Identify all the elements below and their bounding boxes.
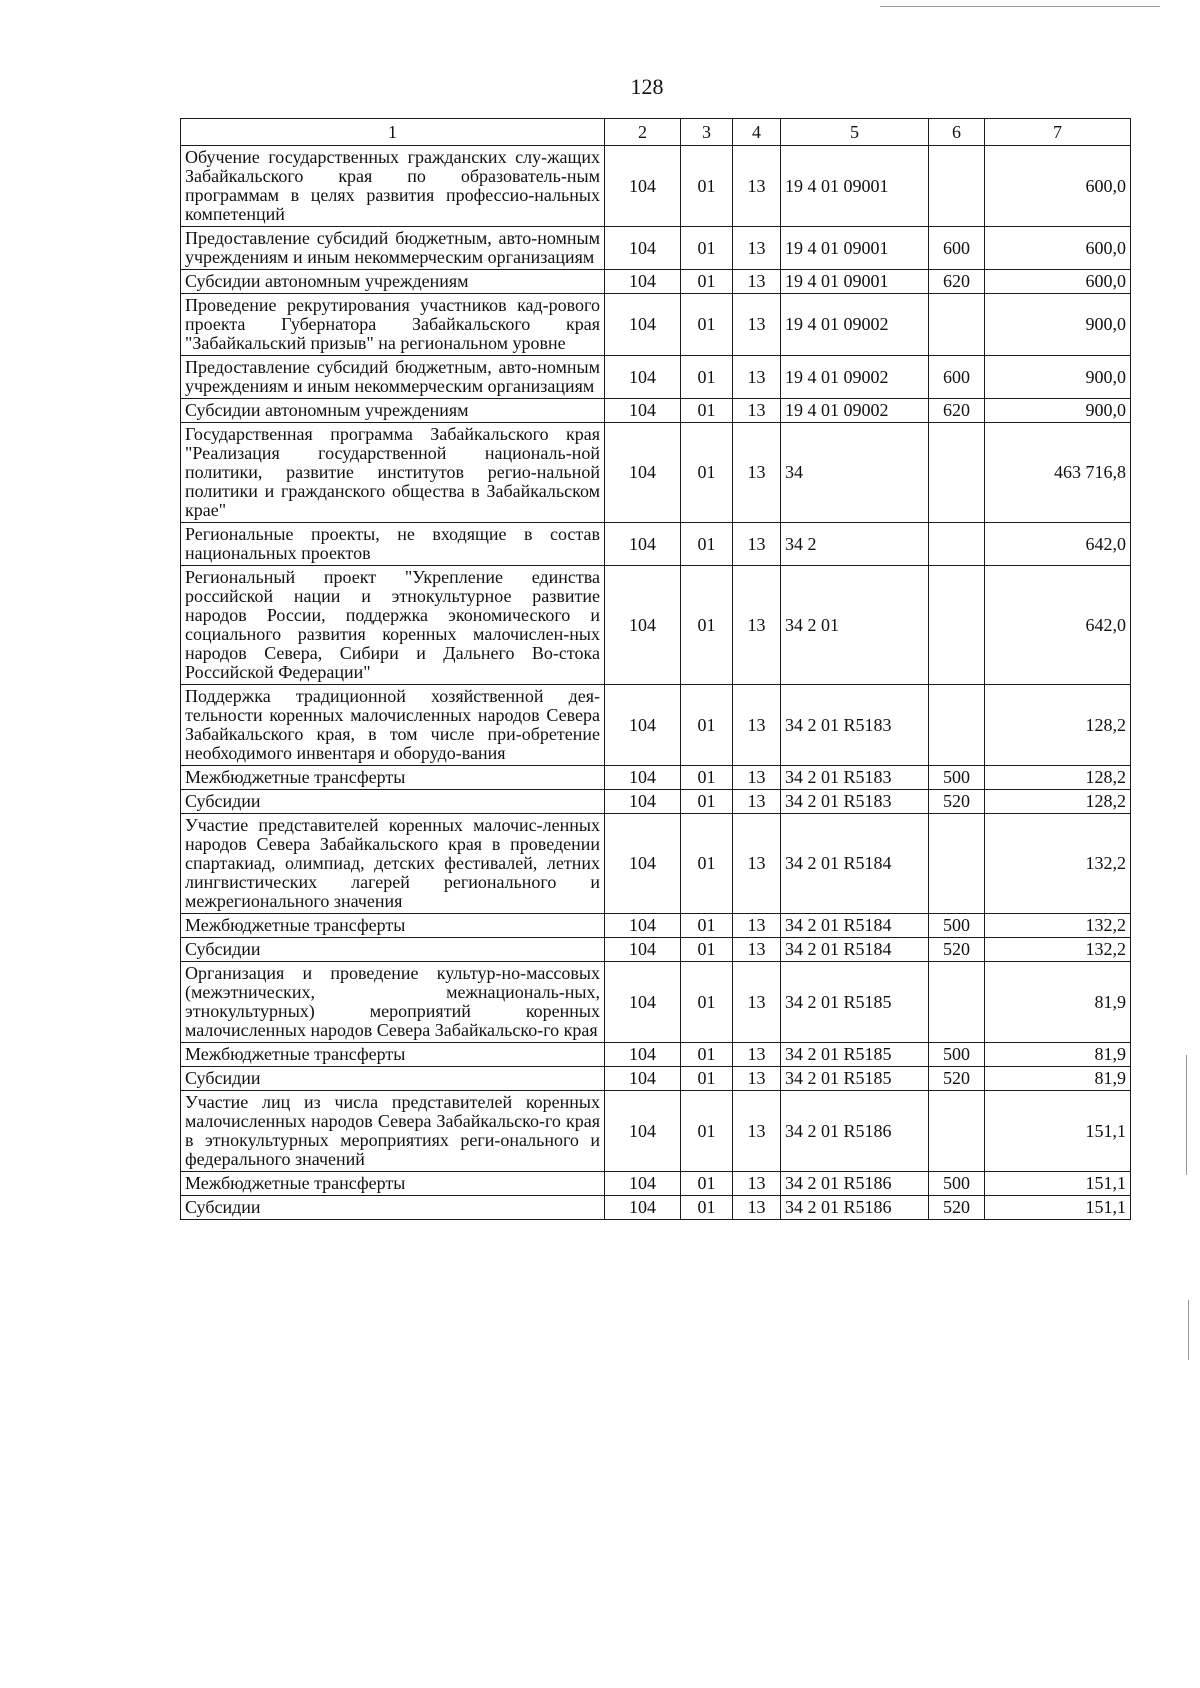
row-code-2-cell: 104: [605, 790, 681, 814]
row-code-4-cell: 13: [733, 766, 781, 790]
row-expense-type-cell: 500: [929, 766, 985, 790]
table-row: [181, 423, 1131, 523]
row-name-cell: Организация и проведение культур-но-массовых (межэтнических, межнациональ-ных, этнокультурных) мероприятий коренных малочисленных народов Севера Забайкальско-го края: [181, 962, 605, 1043]
page-number: 128: [630, 74, 664, 99]
row-expense-type-cell: 500: [929, 1043, 985, 1067]
table-row: [181, 294, 1131, 356]
row-expense-type-cell: [929, 685, 985, 766]
row-code-4-cell: 13: [733, 566, 781, 685]
row-target-code-cell: 34 2 01 R5184: [781, 938, 929, 962]
scan-mark: [1188, 1300, 1189, 1360]
row-target-code-cell: 19 4 01 09001: [781, 227, 929, 270]
row-code-4-cell: 13: [733, 814, 781, 914]
row-code-4-cell: 13: [733, 914, 781, 938]
row-amount-cell: 151,1: [985, 1172, 1131, 1196]
row-target-code-cell: 34 2 01 R5183: [781, 790, 929, 814]
table-row: [181, 1172, 1131, 1196]
table-row: [181, 399, 1131, 423]
table-row: [181, 938, 1131, 962]
row-target-code-cell: 19 4 01 09002: [781, 399, 929, 423]
row-amount-cell: 128,2: [985, 790, 1131, 814]
row-amount-cell: 900,0: [985, 294, 1131, 356]
row-target-code-cell: 34 2 01 R5186: [781, 1091, 929, 1172]
table-row: [181, 790, 1131, 814]
row-code-2-cell: 104: [605, 227, 681, 270]
row-expense-type-cell: 620: [929, 270, 985, 294]
row-code-4-cell: 13: [733, 1043, 781, 1067]
row-code-4-cell: 13: [733, 1196, 781, 1220]
row-code-4-cell: 13: [733, 399, 781, 423]
table-row: [181, 227, 1131, 270]
budget-table: [180, 118, 1131, 1220]
header-cell-7: 7: [985, 119, 1131, 146]
row-amount-cell: 642,0: [985, 566, 1131, 685]
row-expense-type-cell: 520: [929, 790, 985, 814]
row-code-2-cell: 104: [605, 294, 681, 356]
row-code-3-cell: 01: [681, 1067, 733, 1091]
row-code-4-cell: 13: [733, 356, 781, 399]
row-target-code-cell: 34 2 01 R5184: [781, 814, 929, 914]
row-name-cell: Поддержка традиционной хозяйственной дея-тельности коренных малочисленных народов Севера Забайкальского края, в том числе при-обретение необходимого инвентаря и оборудо-вания: [181, 685, 605, 766]
row-target-code-cell: 34 2 01 R5185: [781, 1067, 929, 1091]
row-name-cell: Проведение рекрутирования участников кад-рового проекта Губернатора Забайкальского края "Забайкальский призыв" на региональном уровне: [181, 294, 605, 356]
table-header-row: [181, 119, 1131, 146]
table-row: [181, 566, 1131, 685]
row-code-3-cell: 01: [681, 1091, 733, 1172]
row-target-code-cell: 34 2 01 R5186: [781, 1196, 929, 1220]
table-row: [181, 1067, 1131, 1091]
row-code-2-cell: 104: [605, 938, 681, 962]
row-code-3-cell: 01: [681, 566, 733, 685]
row-code-2-cell: 104: [605, 1043, 681, 1067]
row-expense-type-cell: 500: [929, 914, 985, 938]
row-amount-cell: 600,0: [985, 227, 1131, 270]
row-code-2-cell: 104: [605, 523, 681, 566]
row-amount-cell: 128,2: [985, 766, 1131, 790]
row-code-4-cell: 13: [733, 1172, 781, 1196]
row-code-3-cell: 01: [681, 814, 733, 914]
row-code-3-cell: 01: [681, 685, 733, 766]
table-row: [181, 523, 1131, 566]
row-code-4-cell: 13: [733, 523, 781, 566]
row-expense-type-cell: [929, 523, 985, 566]
row-expense-type-cell: 600: [929, 227, 985, 270]
row-target-code-cell: 34 2 01 R5186: [781, 1172, 929, 1196]
row-amount-cell: 900,0: [985, 356, 1131, 399]
row-expense-type-cell: [929, 1091, 985, 1172]
row-amount-cell: 642,0: [985, 523, 1131, 566]
row-expense-type-cell: [929, 146, 985, 227]
row-code-4-cell: 13: [733, 962, 781, 1043]
row-code-4-cell: 13: [733, 423, 781, 523]
row-code-4-cell: 13: [733, 294, 781, 356]
row-code-3-cell: 01: [681, 399, 733, 423]
row-target-code-cell: 34 2 01: [781, 566, 929, 685]
row-code-2-cell: 104: [605, 1091, 681, 1172]
row-expense-type-cell: 500: [929, 1172, 985, 1196]
row-name-cell: Субсидии: [181, 790, 605, 814]
row-code-3-cell: 01: [681, 766, 733, 790]
row-code-2-cell: 104: [605, 914, 681, 938]
row-name-cell: Региональный проект "Укрепление единства российской нации и этнокультурное развитие народов России, поддержка экономического и социального развития коренных малочислен-ных народов Севера, Сибири и Дальнего Во-стока Российской Федерации": [181, 566, 605, 685]
row-name-cell: Предоставление субсидий бюджетным, авто-номным учреждениям и иным некоммерческим организациям: [181, 227, 605, 270]
row-code-3-cell: 01: [681, 294, 733, 356]
table-row: [181, 270, 1131, 294]
row-expense-type-cell: [929, 294, 985, 356]
row-name-cell: Субсидии: [181, 1067, 605, 1091]
header-cell-3: 3: [681, 119, 733, 146]
row-name-cell: Обучение государственных гражданских слу-жащих Забайкальского края по образователь-ным программам в целях развития профессио-нальных компетенций: [181, 146, 605, 227]
table-row: [181, 962, 1131, 1043]
row-code-2-cell: 104: [605, 146, 681, 227]
row-name-cell: Субсидии: [181, 1196, 605, 1220]
table-row: [181, 685, 1131, 766]
row-expense-type-cell: [929, 566, 985, 685]
row-expense-type-cell: 520: [929, 1067, 985, 1091]
row-code-4-cell: 13: [733, 270, 781, 294]
row-code-2-cell: 104: [605, 356, 681, 399]
row-target-code-cell: 19 4 01 09002: [781, 294, 929, 356]
row-amount-cell: 151,1: [985, 1091, 1131, 1172]
row-target-code-cell: 19 4 01 09002: [781, 356, 929, 399]
row-name-cell: Межбюджетные трансферты: [181, 1172, 605, 1196]
header-cell-6: 6: [929, 119, 985, 146]
row-code-3-cell: 01: [681, 356, 733, 399]
header-cell-2: 2: [605, 119, 681, 146]
row-code-2-cell: 104: [605, 399, 681, 423]
table-row: [181, 1196, 1131, 1220]
table-row: [181, 356, 1131, 399]
row-code-2-cell: 104: [605, 1172, 681, 1196]
row-amount-cell: 600,0: [985, 270, 1131, 294]
header-cell-5: 5: [781, 119, 929, 146]
row-code-2-cell: 104: [605, 685, 681, 766]
row-amount-cell: 600,0: [985, 146, 1131, 227]
row-target-code-cell: 34 2 01 R5185: [781, 962, 929, 1043]
row-target-code-cell: 34 2 01 R5183: [781, 685, 929, 766]
header-cell-1: 1: [181, 119, 605, 146]
row-name-cell: Участие лиц из числа представителей коренных малочисленных народов Севера Забайкальско-го края в этнокультурных мероприятиях реги-онального и федерального значений: [181, 1091, 605, 1172]
row-amount-cell: 132,2: [985, 914, 1131, 938]
row-expense-type-cell: [929, 962, 985, 1043]
row-expense-type-cell: 520: [929, 938, 985, 962]
table-row: [181, 814, 1131, 914]
row-amount-cell: 81,9: [985, 962, 1131, 1043]
row-amount-cell: 900,0: [985, 399, 1131, 423]
row-code-4-cell: 13: [733, 790, 781, 814]
row-amount-cell: 463 716,8: [985, 423, 1131, 523]
row-code-2-cell: 104: [605, 766, 681, 790]
row-name-cell: Государственная программа Забайкальского края "Реализация государственной националь-ной политики, развитие институтов регио-нальной политики и гражданского общества в Забайкальском крае": [181, 423, 605, 523]
row-code-2-cell: 104: [605, 1196, 681, 1220]
scan-mark: [1186, 1055, 1187, 1175]
row-target-code-cell: 34 2 01 R5184: [781, 914, 929, 938]
row-code-3-cell: 01: [681, 146, 733, 227]
row-code-4-cell: 13: [733, 1067, 781, 1091]
row-code-3-cell: 01: [681, 790, 733, 814]
row-amount-cell: 81,9: [985, 1043, 1131, 1067]
row-expense-type-cell: [929, 423, 985, 523]
table-row: [181, 1091, 1131, 1172]
row-code-2-cell: 104: [605, 814, 681, 914]
row-code-4-cell: 13: [733, 685, 781, 766]
row-target-code-cell: 34 2 01 R5183: [781, 766, 929, 790]
table-row: [181, 146, 1131, 227]
table-row: [181, 766, 1131, 790]
row-code-3-cell: 01: [681, 1043, 733, 1067]
row-code-3-cell: 01: [681, 914, 733, 938]
row-expense-type-cell: [929, 814, 985, 914]
row-amount-cell: 132,2: [985, 814, 1131, 914]
table-row: [181, 1043, 1131, 1067]
row-name-cell: Субсидии автономным учреждениям: [181, 399, 605, 423]
row-code-4-cell: 13: [733, 1091, 781, 1172]
row-name-cell: Субсидии автономным учреждениям: [181, 270, 605, 294]
row-code-3-cell: 01: [681, 1196, 733, 1220]
row-name-cell: Субсидии: [181, 938, 605, 962]
row-expense-type-cell: 620: [929, 399, 985, 423]
row-name-cell: Региональные проекты, не входящие в состав национальных проектов: [181, 523, 605, 566]
row-target-code-cell: 19 4 01 09001: [781, 270, 929, 294]
row-code-2-cell: 104: [605, 1067, 681, 1091]
row-amount-cell: 81,9: [985, 1067, 1131, 1091]
row-code-2-cell: 104: [605, 270, 681, 294]
row-amount-cell: 151,1: [985, 1196, 1131, 1220]
row-code-3-cell: 01: [681, 962, 733, 1043]
header-cell-4: 4: [733, 119, 781, 146]
row-code-3-cell: 01: [681, 1172, 733, 1196]
row-code-2-cell: 104: [605, 962, 681, 1043]
row-code-2-cell: 104: [605, 566, 681, 685]
row-code-3-cell: 01: [681, 270, 733, 294]
row-code-3-cell: 01: [681, 523, 733, 566]
row-target-code-cell: 34 2: [781, 523, 929, 566]
row-code-3-cell: 01: [681, 938, 733, 962]
row-name-cell: Межбюджетные трансферты: [181, 914, 605, 938]
row-expense-type-cell: 520: [929, 1196, 985, 1220]
row-target-code-cell: 34: [781, 423, 929, 523]
row-code-3-cell: 01: [681, 227, 733, 270]
row-name-cell: Межбюджетные трансферты: [181, 1043, 605, 1067]
row-expense-type-cell: 600: [929, 356, 985, 399]
row-name-cell: Межбюджетные трансферты: [181, 766, 605, 790]
row-amount-cell: 128,2: [985, 685, 1131, 766]
row-code-4-cell: 13: [733, 227, 781, 270]
row-code-3-cell: 01: [681, 423, 733, 523]
row-amount-cell: 132,2: [985, 938, 1131, 962]
scan-mark: [880, 6, 1160, 7]
table-row: [181, 914, 1131, 938]
row-name-cell: Предоставление субсидий бюджетным, авто-номным учреждениям и иным некоммерческим организациям: [181, 356, 605, 399]
row-target-code-cell: 19 4 01 09001: [781, 146, 929, 227]
row-code-2-cell: 104: [605, 423, 681, 523]
row-target-code-cell: 34 2 01 R5185: [781, 1043, 929, 1067]
row-name-cell: Участие представителей коренных малочис-ленных народов Севера Забайкальского края в проведении спартакиад, олимпиад, детских фестивалей, летних лингвистических лагерей регионального и межрегионального значения: [181, 814, 605, 914]
row-code-4-cell: 13: [733, 938, 781, 962]
row-code-4-cell: 13: [733, 146, 781, 227]
